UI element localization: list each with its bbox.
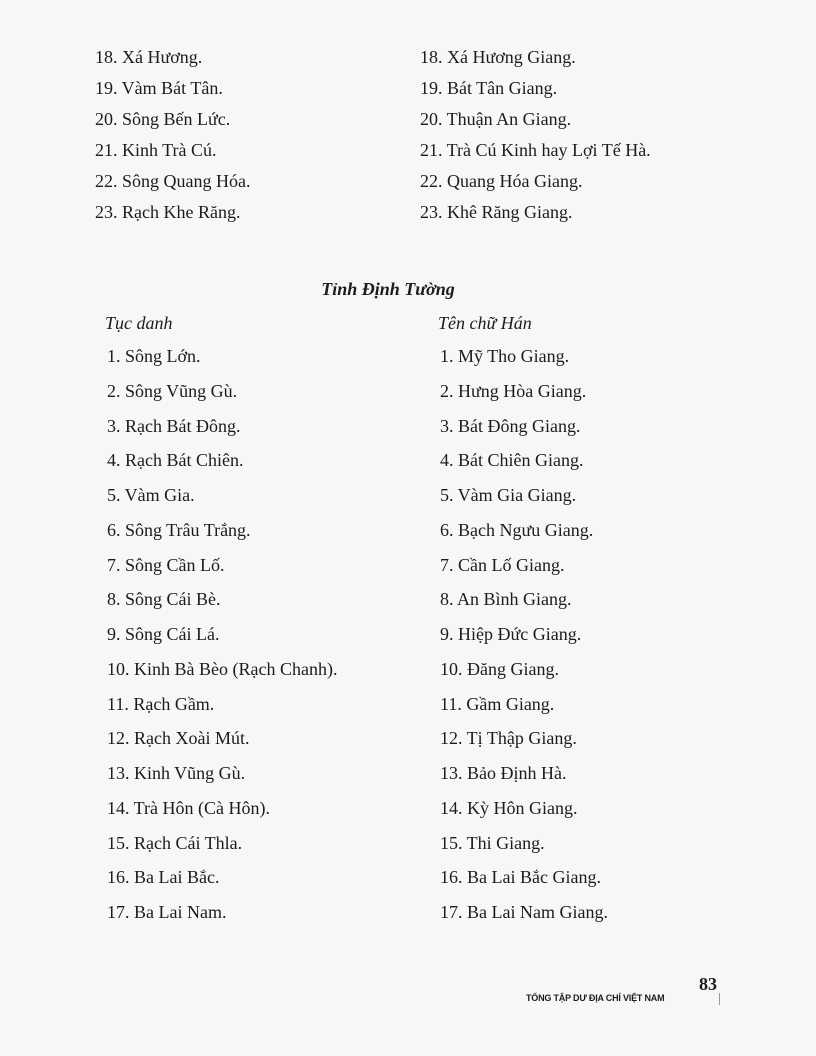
- list-item: 16. Ba Lai Bắc.: [107, 867, 220, 887]
- list-item: 14. Kỳ Hôn Giang.: [440, 798, 578, 818]
- column-header-tuc-danh: Tục danh: [105, 313, 173, 333]
- list-item: 5. Vàm Gia.: [107, 485, 195, 505]
- running-footer: TỔNG TẬP DƯ ĐỊA CHÍ VIỆT NAM: [526, 993, 665, 1003]
- list-item: 11. Rạch Gầm.: [107, 694, 215, 714]
- list-item: 14. Trà Hôn (Cà Hôn).: [107, 798, 271, 818]
- list-item: 15. Rạch Cái Thla.: [107, 833, 243, 853]
- list-item: 12. Rạch Xoài Mút.: [107, 728, 250, 748]
- list-item: 21. Trà Cú Kinh hay Lợi Tế Hà.: [420, 140, 651, 160]
- list-item: 7. Cần Lố Giang.: [440, 555, 565, 575]
- list-item: 19. Vàm Bát Tân.: [95, 78, 223, 98]
- list-item: 10. Đăng Giang.: [440, 659, 559, 679]
- list-item: 20. Sông Bến Lức.: [95, 109, 231, 129]
- list-item: 2. Sông Vũng Gù.: [107, 381, 238, 401]
- list-item: 5. Vàm Gia Giang.: [440, 485, 577, 505]
- list-item: 8. An Bình Giang.: [440, 589, 572, 609]
- list-item: 23. Rạch Khe Răng.: [95, 202, 241, 222]
- list-item: 1. Mỹ Tho Giang.: [440, 346, 570, 366]
- list-item: 13. Kinh Vũng Gù.: [107, 763, 246, 783]
- list-item: 18. Xá Hương.: [95, 47, 203, 67]
- list-item: 12. Tị Thập Giang.: [440, 728, 577, 748]
- list-item: 22. Sông Quang Hóa.: [95, 171, 251, 191]
- list-item: 7. Sông Cần Lố.: [107, 555, 225, 575]
- list-item: 17. Ba Lai Nam.: [107, 902, 227, 922]
- list-item: 9. Hiệp Đức Giang.: [440, 624, 582, 644]
- list-item: 19. Bát Tân Giang.: [420, 78, 558, 98]
- list-item: 3. Rạch Bát Đông.: [107, 416, 241, 436]
- section-heading: Tỉnh Định Tường: [321, 279, 455, 299]
- list-item: 17. Ba Lai Nam Giang.: [440, 902, 608, 922]
- list-item: 15. Thi Giang.: [440, 833, 545, 853]
- list-item: 4. Bát Chiên Giang.: [440, 450, 584, 470]
- list-item: 23. Khê Răng Giang.: [420, 202, 573, 222]
- footer-divider: [719, 993, 720, 1005]
- list-item: 4. Rạch Bát Chiên.: [107, 450, 244, 470]
- page-number: 83: [699, 974, 717, 994]
- list-item: 8. Sông Cái Bè.: [107, 589, 221, 609]
- list-item: 1. Sông Lớn.: [107, 346, 201, 366]
- list-item: 6. Sông Trâu Trắng.: [107, 520, 251, 540]
- list-item: 13. Bảo Định Hà.: [440, 763, 567, 783]
- list-item: 21. Kinh Trà Cú.: [95, 140, 217, 160]
- list-item: 11. Gầm Giang.: [440, 694, 555, 714]
- list-item: 18. Xá Hương Giang.: [420, 47, 576, 67]
- list-item: 2. Hưng Hòa Giang.: [440, 381, 587, 401]
- list-item: 9. Sông Cái Lá.: [107, 624, 220, 644]
- list-item: 3. Bát Đông Giang.: [440, 416, 581, 436]
- column-header-ten-chu-han: Tên chữ Hán: [438, 313, 532, 333]
- list-item: 16. Ba Lai Bắc Giang.: [440, 867, 601, 887]
- list-item: 10. Kinh Bà Bèo (Rạch Chanh).: [107, 659, 338, 679]
- list-item: 6. Bạch Ngưu Giang.: [440, 520, 594, 540]
- list-item: 20. Thuận An Giang.: [420, 109, 572, 129]
- list-item: 22. Quang Hóa Giang.: [420, 171, 583, 191]
